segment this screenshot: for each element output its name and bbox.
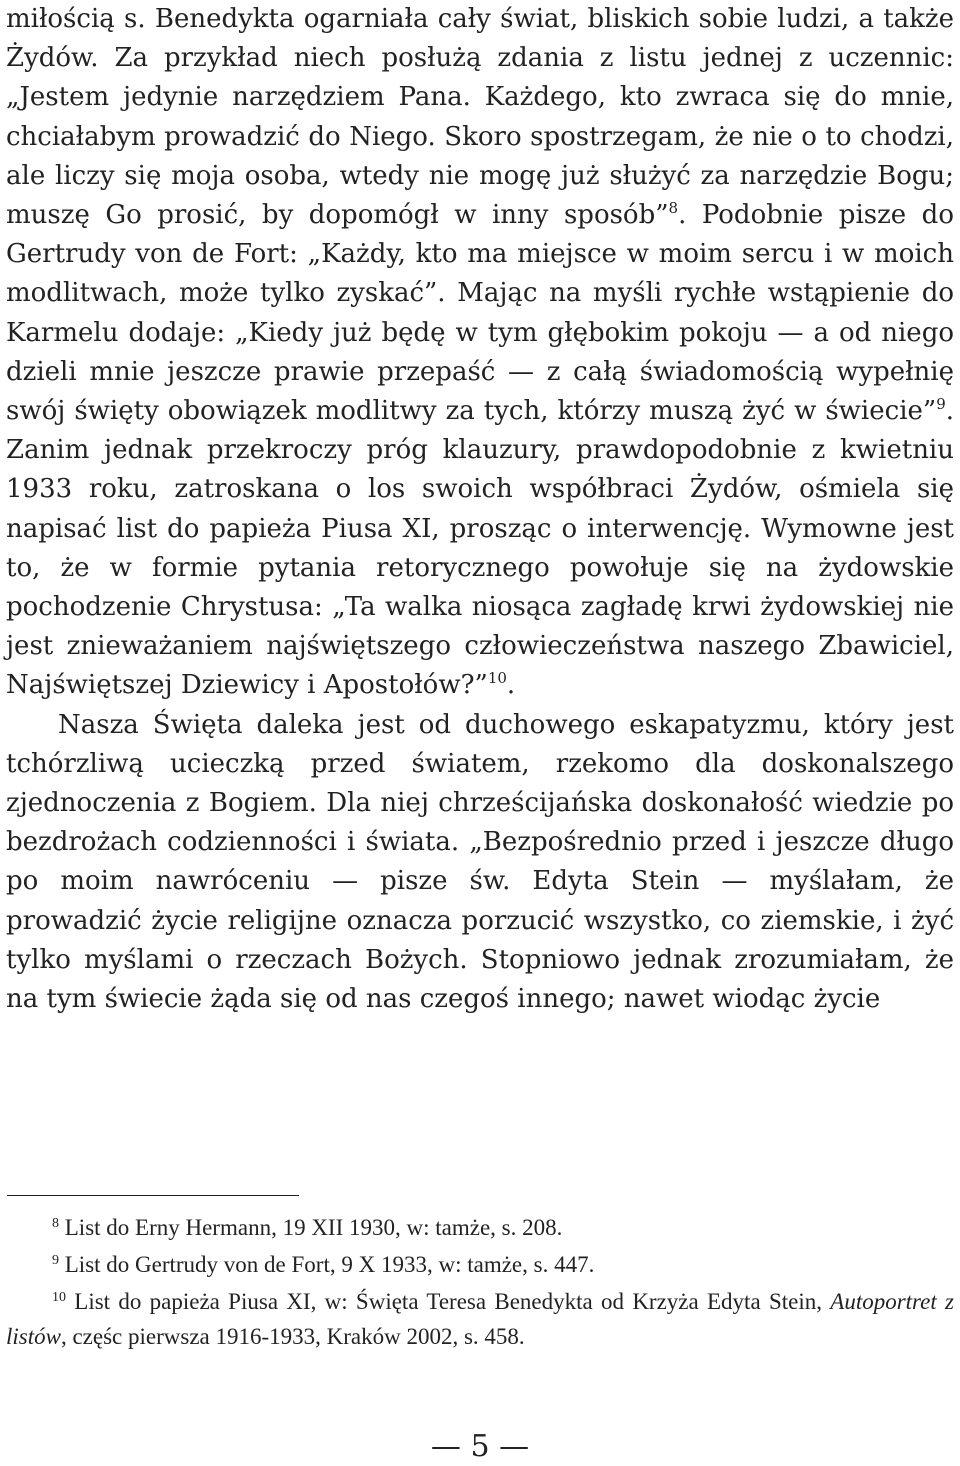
footnote-number: 9 — [52, 1253, 59, 1268]
footnote-9 — [6, 1247, 954, 1282]
page-number: — 5 — — [430, 1429, 530, 1464]
footnote-ref-10: 10 — [487, 669, 507, 688]
footnote-number: 8 — [52, 1216, 59, 1231]
footnote-8 — [6, 1210, 954, 1245]
footnote-text: List do Erny Hermann, 19 XII 1930, w: tamże, s. 208. — [64, 1215, 563, 1240]
main-text — [6, 0, 954, 1019]
paragraph-1-text-b: . Podobnie pisze do Gertrudy von de Fort: „Każdy, kto ma miejsce w moim sercu i w moich modlitwach, może tylko zyskać”. Mając na myśli rychłe wstąpienie do Karmelu dodaje: „Kiedy już będę w tym głębokim pokoju — a od niego dzieli mnie jeszcze prawie przepaść — z całą świadomością wypełnię swój święty obowiązek modlitwy za tych, którzy muszą żyć w świecie” — [6, 200, 954, 427]
footnote-text-after: , częśc pierwsza 1916-1933, Kraków 2002, s. 458. — [60, 1324, 525, 1349]
footnote-text: List do papieża Piusa XI, w: Święta Teresa Benedykta od Krzyża Edyta Stein, — [74, 1289, 831, 1314]
paragraph-1-text-c: . Zanim jednak przekroczy próg klauzury, prawdopodobnie z kwietniu 1933 roku, zatroskana o los swoich współbraci Żydów, ośmiela się napisać list do papieża Piusa XI, prosząc o interwencję. Wymowne jest to, że w formie pytania retorycznego powołuje się na żydowskie pochodzenie Chrystusa: „Ta walka niosąca zagładę krwi żydowskiej nie jest znieważaniem najświętszego człowieczeństwa naszego Zbawiciel, Najświętszej Dziewicy i Apostołów?” — [6, 396, 954, 701]
paragraph-1 — [6, 0, 954, 706]
footnote-number: 10 — [52, 1290, 66, 1305]
paragraph-1-text-a: miłością s. Benedykta ogarniała cały świat, bliskich sobie ludzi, a także Żydów. Za przykład niech posłużą zdania z listu jednej z uczennic: „Jestem jedynie narzędziem Pana. Każdego, kto zwraca się do mnie, chciałabym prowadzić do Niego. Skoro spostrzegam, że nie o to chodzi, ale liczy się moja osoba, wtedy nie mogę już służyć za narzędzie Bogu; muszę Go prosić, by dopomógł w inny sposób” — [6, 4, 954, 231]
footnote-ref-9: 9 — [936, 395, 946, 414]
footnote-book-title: Autoportret z listów — [6, 1289, 955, 1349]
footnote-text: List do Gertrudy von de Fort, 9 X 1933, w: tamże, s. 447. — [64, 1252, 595, 1277]
footnote-ref-8: 8 — [668, 199, 679, 218]
footnote-separator — [7, 1195, 299, 1196]
footnote-10 — [6, 1284, 954, 1354]
paragraph-1-text-d: . — [506, 670, 516, 701]
paragraph-2: Nasza Święta daleka jest od duchowego eskapatyzmu, który jest tchórzliwą ucieczką przed światem, rzekomo dla doskonalszego zjednoczenia z Bogiem. Dla niej chrześcijańska doskonałość wiedzie po bezdrożach codzienności i świata. „Bezpośrednio przed i jeszcze długo po moim nawróceniu — pisze św. Edyta Stein — myślałam, że prowadzić życie religijne oznacza porzucić wszystko, co ziemskie, i żyć tylko myślami o rzeczach Bożych. Stopniowo jednak zrozumiałam, że na tym świecie żąda się od nas czegoś innego; nawet wiodąc życie — [6, 709, 954, 1015]
footnotes — [6, 1210, 954, 1356]
